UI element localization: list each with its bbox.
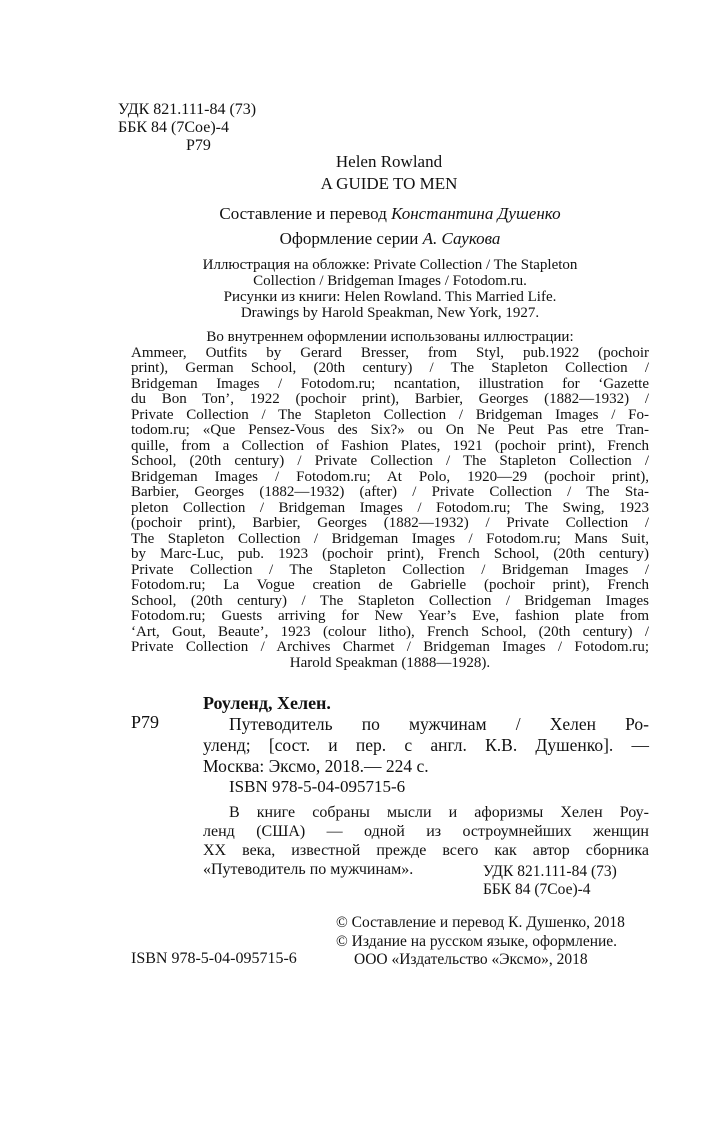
- credit-line: The Stapleton Collection / Bridgeman Images / Fotodom.ru; Mans Suit,: [131, 530, 649, 547]
- credit-line: (pochoir print), Barbier, Georges (1882—1932) / Private Collection /: [131, 515, 649, 531]
- credit-line: Fotodom.ru; Guests arriving for New Year’s Eve, fashion plate from: [131, 608, 649, 624]
- credit-line: Во внутреннем оформлении использованы иллюстрации:: [206, 329, 574, 345]
- compiler-prefix: Составление и перевод: [219, 204, 387, 223]
- bib-line: Путеводитель по мужчинам / Хелен Ро-: [229, 714, 649, 734]
- bib-heading: Роуленд, Хелен.: [203, 693, 331, 713]
- credit-line: Bridgeman Images / Fotodom.ru; ncantation, illustration for ‘Gazette: [131, 375, 649, 392]
- credit-line: Harold Speakman (1888—1928).: [289, 654, 491, 671]
- credit-line: Private Collection / Archives Charmet / Bridgeman Images / Fotodom.ru;: [131, 639, 649, 655]
- credit-line: ‘Art, Gout, Beaute’, 1923 (colour litho), French School, (20th century) /: [131, 623, 649, 640]
- bib-isbn: ISBN 978-5-04-095715-6: [229, 777, 406, 796]
- original-author: Helen Rowland: [335, 152, 443, 171]
- credit-line: du Bon Ton’, 1922 (pochoir print), Barbier, Georges (1882—1932) /: [131, 391, 649, 407]
- bbk-code-top: ББК 84 (7Сое)-4: [118, 119, 229, 136]
- credit-line: pleton Collection / Bridgeman Images / Fotodom.ru; The Swing, 1923: [131, 499, 649, 516]
- udk-code-bottom: УДК 821.111-84 (73): [483, 863, 617, 880]
- design-name: А. Саукова: [422, 229, 501, 248]
- bib-line: уленд; [сост. и пер. с англ. К.В. Душенко]. —: [203, 735, 649, 755]
- credit-line: print), German School, (20th century) / The Stapleton Collection /: [131, 360, 649, 376]
- bib-line: Москва: Эксмо, 2018.— 224 с.: [203, 756, 429, 776]
- credit-line: Fotodom.ru; La Vogue creation de Gabrielle (pochoir print), French: [131, 577, 649, 593]
- credit-line: todom.ru; «Que Pensez-Vous des Six?» ou On Ne Peut Pas etre Tran-: [131, 422, 649, 438]
- annotation-line: ХХ века, известной прежде всего как автор сборника: [203, 842, 649, 859]
- compiler-name: Константина Душенко: [391, 204, 561, 223]
- credit-line: School, (20th century) / The Stapleton Collection / Bridgeman Images: [131, 592, 649, 609]
- bbk-code-bottom: ББК 84 (7Сое)-4: [483, 881, 591, 898]
- credit-line: by Marc-Luc, pub. 1923 (pochoir print), French School, (20th century): [131, 546, 649, 562]
- illustration-credit-line: Рисунки из книги: Helen Rowland. This Married Life.: [223, 289, 557, 305]
- author-mark-top: Р79: [186, 137, 211, 154]
- credit-line: Bridgeman Images / Fotodom.ru; At Polo, 1920—29 (pochoir print),: [131, 468, 649, 485]
- credit-line: Ammeer, Outfits by Gerard Bresser, from Styl, pub.1922 (pochoir: [131, 344, 649, 361]
- copyright-compilation: © Составление и перевод К. Душенко, 2018: [336, 914, 625, 931]
- illustration-credit-line: Иллюстрация на обложке: Private Collection / The Stapleton: [202, 257, 578, 273]
- udk-code-top: УДК 821.111-84 (73): [118, 101, 257, 118]
- series-design-credit: [200, 229, 580, 248]
- credit-line: School, (20th century) / Private Collection / The Stapleton Collection /: [131, 453, 649, 469]
- annotation-line: «Путеводитель по мужчинам».: [203, 861, 414, 878]
- interior-illustration-credits: [131, 330, 649, 671]
- annotation-line: ленд (США) — одной из остроумнейших женщин: [203, 823, 649, 840]
- bib-description: [203, 714, 649, 777]
- original-title: A GUIDE TO MEN: [320, 174, 458, 193]
- credit-line: Private Collection / The Stapleton Collection / Bridgeman Images /: [131, 561, 649, 578]
- illustration-credit-line: Drawings by Harold Speakman, New York, 1927.: [240, 305, 540, 321]
- credit-line: Barbier, Georges (1882—1932) (after) / Private Collection / The Sta-: [131, 484, 649, 500]
- copyright-publisher: ООО «Издательство «Эксмо», 2018: [354, 951, 588, 968]
- illustration-credits: [135, 257, 645, 321]
- compiler-credit: [150, 204, 630, 223]
- design-prefix: Оформление серии: [279, 229, 419, 248]
- illustration-credit-line: Collection / Bridgeman Images / Fotodom.ru.: [253, 273, 527, 289]
- credit-line: quille, from a Collection of Fashion Plates, 1921 (pochoir print), French: [131, 437, 649, 454]
- annotation-line: В книге собраны мысли и афоризмы Хелен Роу-: [229, 804, 649, 821]
- isbn-bottom: ISBN 978-5-04-095715-6: [131, 950, 297, 967]
- copyright-edition: © Издание на русском языке, оформление.: [336, 933, 618, 950]
- bib-author-mark: Р79: [131, 712, 160, 732]
- credit-line: Private Collection / The Stapleton Collection / Bridgeman Images / Fo-: [131, 406, 649, 423]
